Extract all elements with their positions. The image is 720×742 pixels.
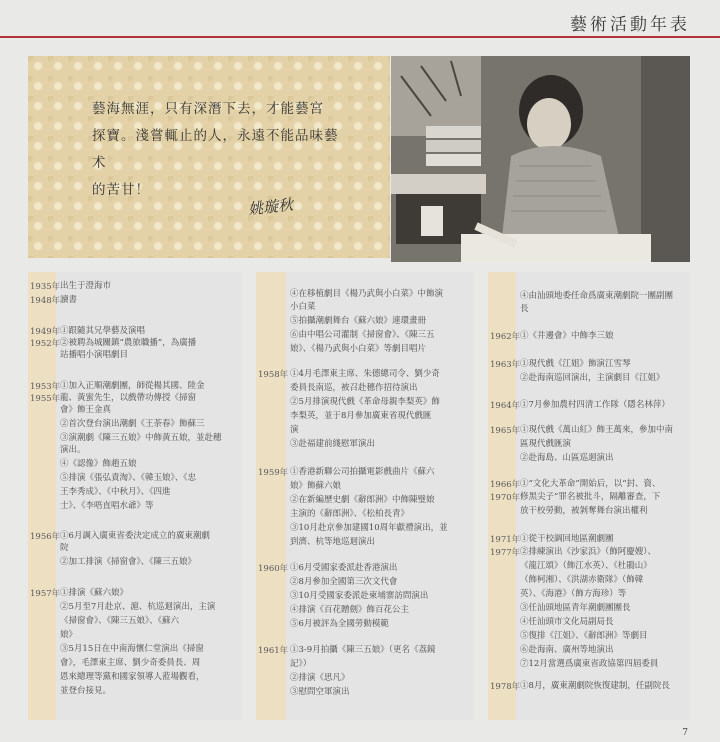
timeline-entry: 演 xyxy=(290,425,299,435)
timeline-entry: ①跟隨其兄學藝及演唱 xyxy=(60,326,146,336)
quote-line: 藝海無涯，只有深潛下去，才能藝宮 xyxy=(92,101,324,117)
timeline-entry: ④任汕頭市文化局副局長 xyxy=(520,617,614,627)
timeline-entry: ③演潮劇《陳三五娘》中飾黃五娘，並赴穗 xyxy=(60,433,222,443)
portrait-photo xyxy=(391,56,690,262)
timeline-entry: ①現代戲《江姐》飾演江雪琴 xyxy=(520,359,631,369)
quote-text xyxy=(92,96,352,204)
timeline-column-2 xyxy=(256,272,474,720)
timeline-entry: 《龍江頌》（飾江水英）、《杜鵑山》 xyxy=(520,561,652,571)
year-label: 1961年 xyxy=(258,646,289,656)
year-label: 1958年 xyxy=(258,370,289,380)
timeline-entry: 《掃窗會》、《陳三五娘》、《蘇六 xyxy=(60,616,180,626)
year-label: 1970年 xyxy=(490,493,521,503)
portrait-illustration xyxy=(391,56,690,262)
timeline-entry: 記》） xyxy=(290,659,312,669)
timeline-entry: ②5月排演現代戲《革命母親李梨英》飾 xyxy=(290,397,440,407)
year-label: 1964年 xyxy=(490,401,521,411)
timeline-entry: ③10月受國家委派赴柬埔寨訪問演出 xyxy=(290,591,429,601)
timeline-entry: ①4月毛澤東主席、朱德總司令、劉少奇 xyxy=(290,369,440,379)
timeline-column-3 xyxy=(488,272,690,720)
quote-line: 探寶。淺嘗輒止的人，永遠不能品味藝术 xyxy=(92,128,339,171)
timeline-entry: ②加工排演《掃窗會》、《陳三五娘》 xyxy=(60,557,197,567)
timeline-entry: 娘》、《楊乃武與小白菜》等劇目唱片 xyxy=(290,344,427,354)
year-label: 1971年 xyxy=(490,535,521,545)
timeline-entry: 長 xyxy=(520,304,529,314)
timeline-entry: 英）、《海港》（飾方海珍）等 xyxy=(520,589,627,599)
year-label: 1978年 xyxy=(490,682,521,692)
timeline-entry: ⑤復排《江姐》、《辭郎洲》等劇目 xyxy=(520,631,648,641)
timeline-entry: 出生于澄海市 xyxy=(60,281,112,291)
timeline-entry: （飾柯湘）、《洪湖赤衛隊》（飾韓 xyxy=(520,575,644,585)
timeline-entry: ①3-9月拍攝《陳三五娘》（更名《荔鏡 xyxy=(290,645,436,655)
quote-line: 的苦甘！ xyxy=(92,182,150,198)
year-label: 1977年 xyxy=(490,548,521,558)
timeline-entry: 並登台接見。 xyxy=(60,686,112,696)
timeline-entry: 院 xyxy=(60,543,69,553)
year-label: 1948年 xyxy=(30,296,61,306)
timeline-entry: 演出。 xyxy=(60,445,86,455)
year-label: 1952年 xyxy=(30,339,61,349)
timeline-entry: 娘》飾蘇六娘 xyxy=(290,481,342,491)
signature: 姚璇秋 xyxy=(247,195,294,219)
page-number: 7 xyxy=(682,728,688,738)
year-label: 1935年 xyxy=(30,282,61,292)
timeline-entry: 李梨英，並于8月參加廣東省現代戲匯 xyxy=(290,411,432,421)
header-title: 藝術活動年表 xyxy=(570,15,690,35)
timeline-entry: ①加入正順潮劇團，師從楊其國、陸金 xyxy=(60,381,205,391)
timeline-entry: ③慰問空軍演出 xyxy=(290,687,350,697)
timeline-entry: 娘》 xyxy=(60,630,78,640)
timeline-entry: ④排演《百花贈劍》飾百花公主 xyxy=(290,605,410,615)
timeline-entry: ②赴海南巡回演出，主演劇目《江姐》 xyxy=(520,373,665,383)
timeline-entry: ⑤拍攝潮劇舞台《蘇六娘》連環畫冊 xyxy=(290,316,427,326)
timeline-entry: 讀書 xyxy=(60,295,78,305)
timeline-entry: ⑥由中唱公司灌制《掃窗會》、《陳三五 xyxy=(290,330,435,340)
year-label: 1959年 xyxy=(258,468,289,478)
timeline-entry: ①現代戲《萬山紅》飾王萬來，參加中南 xyxy=(520,425,674,435)
timeline-entry: 士》、《李唔直唱水爺》等 xyxy=(60,501,154,511)
timeline-entry: ②8月參加全國第三次文代會 xyxy=(290,577,398,587)
timeline-entry: ①從干校調回地區潮劇團 xyxy=(520,534,614,544)
year-label: 1963年 xyxy=(490,360,521,370)
timeline-entry: ③赴福建前綫慰軍演出 xyxy=(290,439,376,449)
timeline-entry: ②被聘為城關鎮“農旅職播”，為廣播 xyxy=(60,338,197,348)
timeline-entry: ③5月15日在中南海懷仁堂演出《掃窗 xyxy=(60,644,204,654)
timeline-entry: ③10月赴京參加建國10周年獻禮演出，並 xyxy=(290,523,448,533)
year-label: 1962年 xyxy=(490,332,521,342)
timeline-entry: ③任汕頭地區青年潮劇團團長 xyxy=(520,603,631,613)
timeline-entry: ①6月調入廣東省委決定成立的廣東潮劇 xyxy=(60,531,210,541)
timeline-entry: 會》，毛澤東主席、劉少奇委員長、周 xyxy=(60,658,201,668)
timeline-entry: ①排演《蘇六娘》 xyxy=(60,588,129,598)
timeline-entry: 龍、黃蜜先生，以戲帶功傳授《掃窗 xyxy=(60,393,197,403)
timeline-entry: 區現代戲匯演 xyxy=(520,439,572,449)
year-label: 1960年 xyxy=(258,564,289,574)
timeline-entry: ④《認像》飾趙五娘 xyxy=(60,459,137,469)
timeline-entry: 王李秀成》、《中秋月》、《四進 xyxy=(60,487,171,497)
timeline-entry: ①8月，廣東潮劇院恢復建制，任副院長 xyxy=(520,681,670,691)
timeline-entry: 小白菜 xyxy=(290,302,316,312)
timeline-entry: ④在移植劇目《楊乃武與小白菜》中飾演 xyxy=(290,289,444,299)
timeline-entry: ②赴海島、山區巡迴演出 xyxy=(520,453,614,463)
year-label: 1966年 xyxy=(490,480,521,490)
timeline-entry: ⑦12月當選爲廣東省政協第四屆委員 xyxy=(520,659,659,669)
timeline-entry: ⑤排演《張弘責淘》、《韓玉娘》、《忠 xyxy=(60,473,197,483)
timeline-entry: ①香港新聯公司拍攝電影戲曲片《蘇六 xyxy=(290,467,435,477)
year-label: 1955年 xyxy=(30,394,61,404)
year-label: 1957年 xyxy=(30,589,61,599)
timeline-entry: 委員長南巡，被召赴穗作招待演出 xyxy=(290,383,418,393)
timeline-entry: 主演的《辭郎洲》、《松柏長青》 xyxy=(290,509,410,519)
timeline-entry: 恩來總理等黨和國家領導人蒞場觀看， xyxy=(60,672,205,682)
year-label: 1956年 xyxy=(30,532,61,542)
timeline-entry: ①7月參加農村四清工作隊（隱名林萍） xyxy=(520,400,670,410)
timeline-entry: ②5月至7月赴京、滬、杭巡迴演出，主演 xyxy=(60,602,216,612)
timeline-entry: 會》飾王金真 xyxy=(60,405,112,415)
year-label: 1953年 xyxy=(30,382,61,392)
timeline-entry: ②在新編歷史劇《辭郎洲》中飾陳璧娘 xyxy=(290,495,435,505)
timeline-entry: ①“文化大革命”開始后，以“封、資、 xyxy=(520,479,661,489)
timeline-entry: ⑥赴海南、廣州等地演出 xyxy=(520,645,614,655)
timeline-column-1 xyxy=(28,272,242,720)
timeline-entry: ⑤6月被評為全國勞動模範 xyxy=(290,619,389,629)
timeline-entry: ①《井邊會》中飾李三娘 xyxy=(520,331,614,341)
header-divider xyxy=(0,36,720,38)
timeline-entry: ④由汕頭地委任命爲廣東潮劇院一團副團 xyxy=(520,291,674,301)
year-label: 1965年 xyxy=(490,426,521,436)
year-label: 1949年 xyxy=(30,327,61,337)
timeline-entry: ②排演《思凡》 xyxy=(290,673,350,683)
quote-box xyxy=(28,56,390,258)
timeline-entry: 修黑尖子”罪名被批斗，隔離審查，下 xyxy=(520,492,661,502)
timeline-entry: 站播唱小演唱劇目 xyxy=(60,350,129,360)
timeline-entry: ②首次登台演出潮劇《王荼春》飾蘇三 xyxy=(60,419,205,429)
timeline-entry: 到濟、杭等地巡迴演出 xyxy=(290,537,376,547)
timeline-entry: ①6月受國家委派赴香港演出 xyxy=(290,563,398,573)
timeline-entry: ②排練演出《沙家浜》（飾阿慶嫂）、 xyxy=(520,547,657,557)
timeline-entry: 放干校勞動，被剝奪舞台演出權利 xyxy=(520,506,648,516)
